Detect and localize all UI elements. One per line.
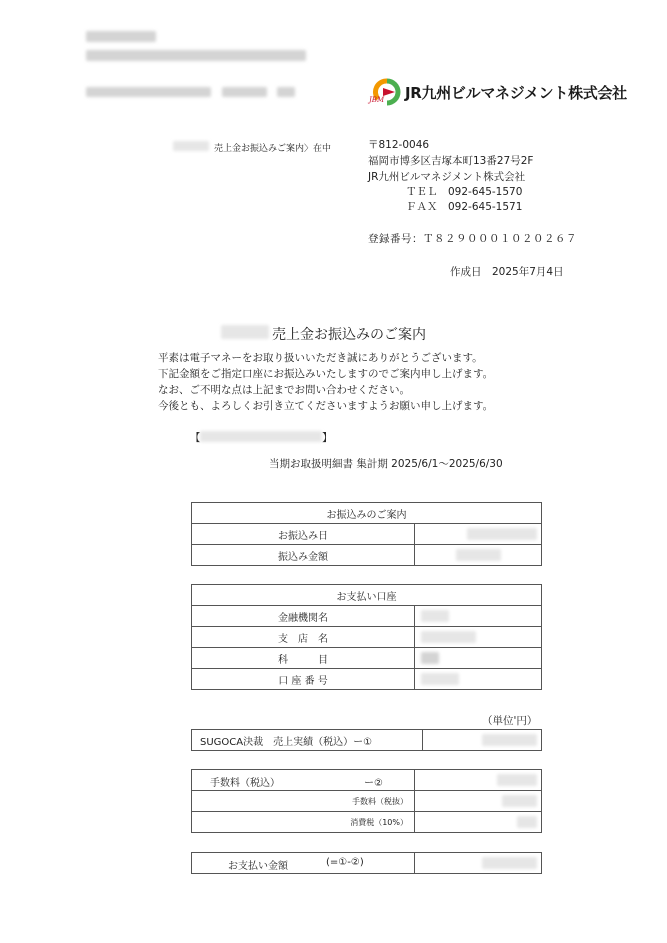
postal-code: 〒812-0046 [368,139,430,151]
account-number-label: 口 座 番 号 [192,669,415,690]
sales-value [423,730,542,751]
payment-table [191,852,542,874]
redacted-recipient-line-5 [277,87,295,97]
enclosure-note: 売上金お振込みご案内〉在中 [214,144,332,154]
company-logo-mark-text: JBM [369,96,385,104]
branch-name-label: 支 店 名 [192,627,415,648]
letter-title: 売上金お振込みのご案内 [272,327,426,343]
fee-incl-value [415,770,542,791]
created-date: 作成日 2025年7月4日 [450,266,564,278]
payment-value [415,853,542,874]
fee-incl-label: 手数料（税込） [210,778,280,789]
redacted-payment-amount [482,857,537,869]
sales-table [191,729,542,751]
branch-name-value [415,627,542,648]
fee-table [191,769,542,833]
account-type-label: 科 目 [192,648,415,669]
registration-number: 登録番号：Ｔ８２９０００１０２０２６７ [368,233,577,245]
account-table [191,584,542,690]
redacted-branch-name [421,631,476,643]
bank-name-value [415,606,542,627]
redacted-note-prefix [173,141,209,151]
fee-incl-mark: ー② [364,778,383,789]
transfer-date-label: お振込み日 [192,524,415,545]
account-type-value [415,648,542,669]
consumption-tax-label: 消費税（10%） [192,812,415,833]
redacted-account-number [421,673,459,685]
company-logo [369,77,631,107]
store-bracket-close: 】 [322,432,333,444]
store-bracket-open: 【 [190,432,201,444]
company-logo-name: JR九州ビルマネジメント株式会社 [405,84,627,102]
payment-formula: (=①-②) [326,857,364,868]
payment-row-label [192,853,415,874]
payment-label: お支払い金額 [228,861,288,872]
redacted-consumption-tax [517,816,537,828]
statement-period: 当期お取扱明細書 集計期 2025/6/1～2025/6/30 [269,458,503,470]
account-number-value [415,669,542,690]
transfer-date-value [415,524,542,545]
redacted-recipient-line-2 [86,50,306,61]
sender-company: JR九州ビルマネジメント株式会社 [368,171,526,183]
fee-excl-label: 手数料（税抜） [192,791,415,812]
body-line-2: 下記金額をご指定口座にお振込みいたしますのでご案内申し上げます。 [158,368,494,380]
redacted-transfer-date [467,528,537,540]
body-line-4: 今後とも、よろしくお引き立てくださいますようお願い申し上げます。 [158,400,494,412]
body-line-3: なお、ご不明な点は上記までお問い合わせください。 [158,384,410,396]
fee-excl-value [415,791,542,812]
sender-address: 福岡市博多区吉塚本町13番27号2F [368,155,534,167]
sender-tel: ＴＥＬ 092-645-1570 [406,186,523,198]
redacted-recipient-line-1 [86,31,156,42]
redacted-recipient-line-4 [222,87,267,97]
transfer-table [191,502,542,566]
fee-incl-row-label [192,770,415,791]
sender-fax: ＦＡＸ 092-645-1571 [406,201,523,213]
redacted-sales-amount [482,734,537,746]
redacted-store-name [200,431,322,442]
bank-name-label: 金融機関名 [192,606,415,627]
transfer-table-header: お振込みのご案内 [192,503,542,524]
redacted-fee-incl [497,774,537,786]
redacted-bank-name [421,610,449,622]
body-line-1: 平素は電子マネーをお取り扱いいただき誠にありがとうございます。 [158,352,483,364]
redacted-account-type [421,652,439,664]
transfer-amount-label: 振込み金額 [192,545,415,566]
redacted-recipient-line-3 [86,87,211,97]
transfer-amount-value [415,545,542,566]
redacted-transfer-amount [456,549,501,561]
account-table-header: お支払い口座 [192,585,542,606]
redacted-title-prefix [221,325,269,339]
redacted-fee-excl [502,795,537,807]
unit-label: （単位'円） [482,715,538,727]
consumption-tax-value [415,812,542,833]
sales-label: SUGOCA決裁 売上実績（税込）ー① [192,730,423,751]
